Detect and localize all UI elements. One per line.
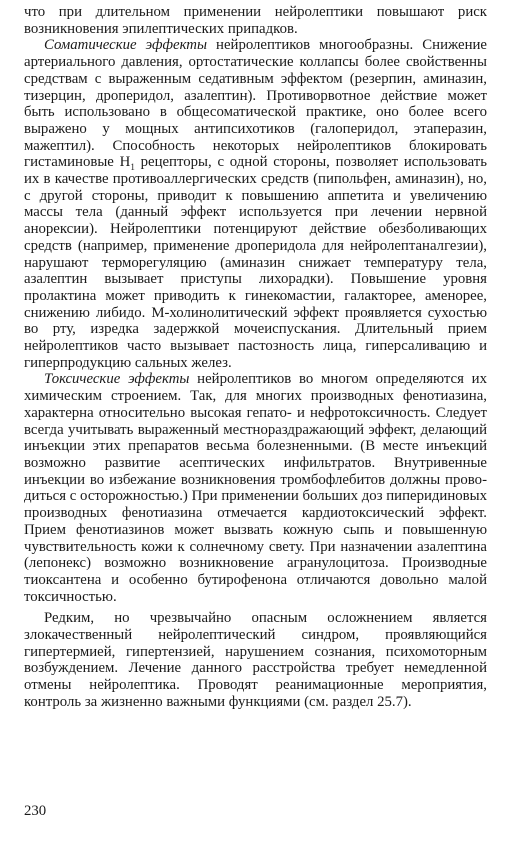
term-somatic-effects: Соматические эффекты <box>44 37 207 54</box>
paragraph-malignant-syndrome: Редким, но чрезвычайно опасным осложнением является злокачественный нейролептический синдром, проявляющийся гипертермией, гипертензией, нарушением сознания, психомоторным возбуждением. Лечение данного расстройства требует немедленной отмены нейролептика. Проводят реанимационные мероприятия, контроль за жизненно важными функциями (см. раздел 25.7). <box>24 610 487 710</box>
paragraph-continuation: что при длительном применении нейролептики повышают риск возникновения эпилептических припадков. <box>24 4 487 37</box>
paragraph-toxic-effects: Токсические эффекты нейролептиков во многом определяются их химическим строением. Так, для многих производных фенотиазина, характерна относительно высокая гепато- и нефротоксичность. Следует всегда учитывать выраженный местнораздражающий эффект, делающий инъекции этих препаратов весьма болезненными. (В месте инъекций возможно развитие асептических инфильтратов. Внутривенные инъекции во избежание возникновения тромбофлебитов должны проводиться с осторожностью.) При применении больших доз пиперидиновых производных фенотиазина отмечается кардиотоксический эффект. Прием фенотиазинов может вызвать кожную сыпь и повышенную чувствительность кожи к солнечному свету. При назначении азалептина (лепонекс) возможно возникновение агранулоцитоза. Производные тиоксантена и особенно бутирофенона отличаются довольно малой токсичностью. <box>24 371 488 605</box>
page-number: 230 <box>24 803 47 819</box>
subscript-one: 1 <box>130 162 135 173</box>
paragraph-somatic-effects: Соматические эффекты нейролептиков многообразны. Снижение артериального давления, ортостатические коллапсы более свойственны средствам с выраженным седативным эффектом (резерпин, аминазин, тизерцин, дроперидол, азалептин). Противорвотное действие может быть использовано в общесоматической практике, оно более всего выражено у мощных антипсихотиков (галоперидол, этаперазин, мажептил). Способность некоторых нейролептиков блокировать гистаминовые $Н_1$ рецепторы, с одной стороны, позволяет использовать их в качестве противоаллергических средств (пипольфен, аминазин), но, с другой стороны, приводит к повышению аппетита и увеличению массы тела (данный эффект используется при лечении нервной анорексии). Нейролептики потенцируют действие обезболивающих средств (например, применение дроперидола для нейролептаналгезии), нарушают терморегуляцию (аминазин снижает температуру тела, азалептин вызывает приступы лихорадки). Повышение уровня пролактина может приводить к гинекомастии, галакторее, аменорее, снижению либидо. М-холинолитический эффект проявляется сухостью во рту, изредка задержкой мочеиспускания. Длительный прием нейролептиков часто вызывает пастозность лица, гиперсаливацию и гиперпродукцию сальных желез. <box>24 37 487 371</box>
document-page <box>24 4 487 711</box>
term-toxic-effects: Токсические эффекты <box>44 371 190 388</box>
